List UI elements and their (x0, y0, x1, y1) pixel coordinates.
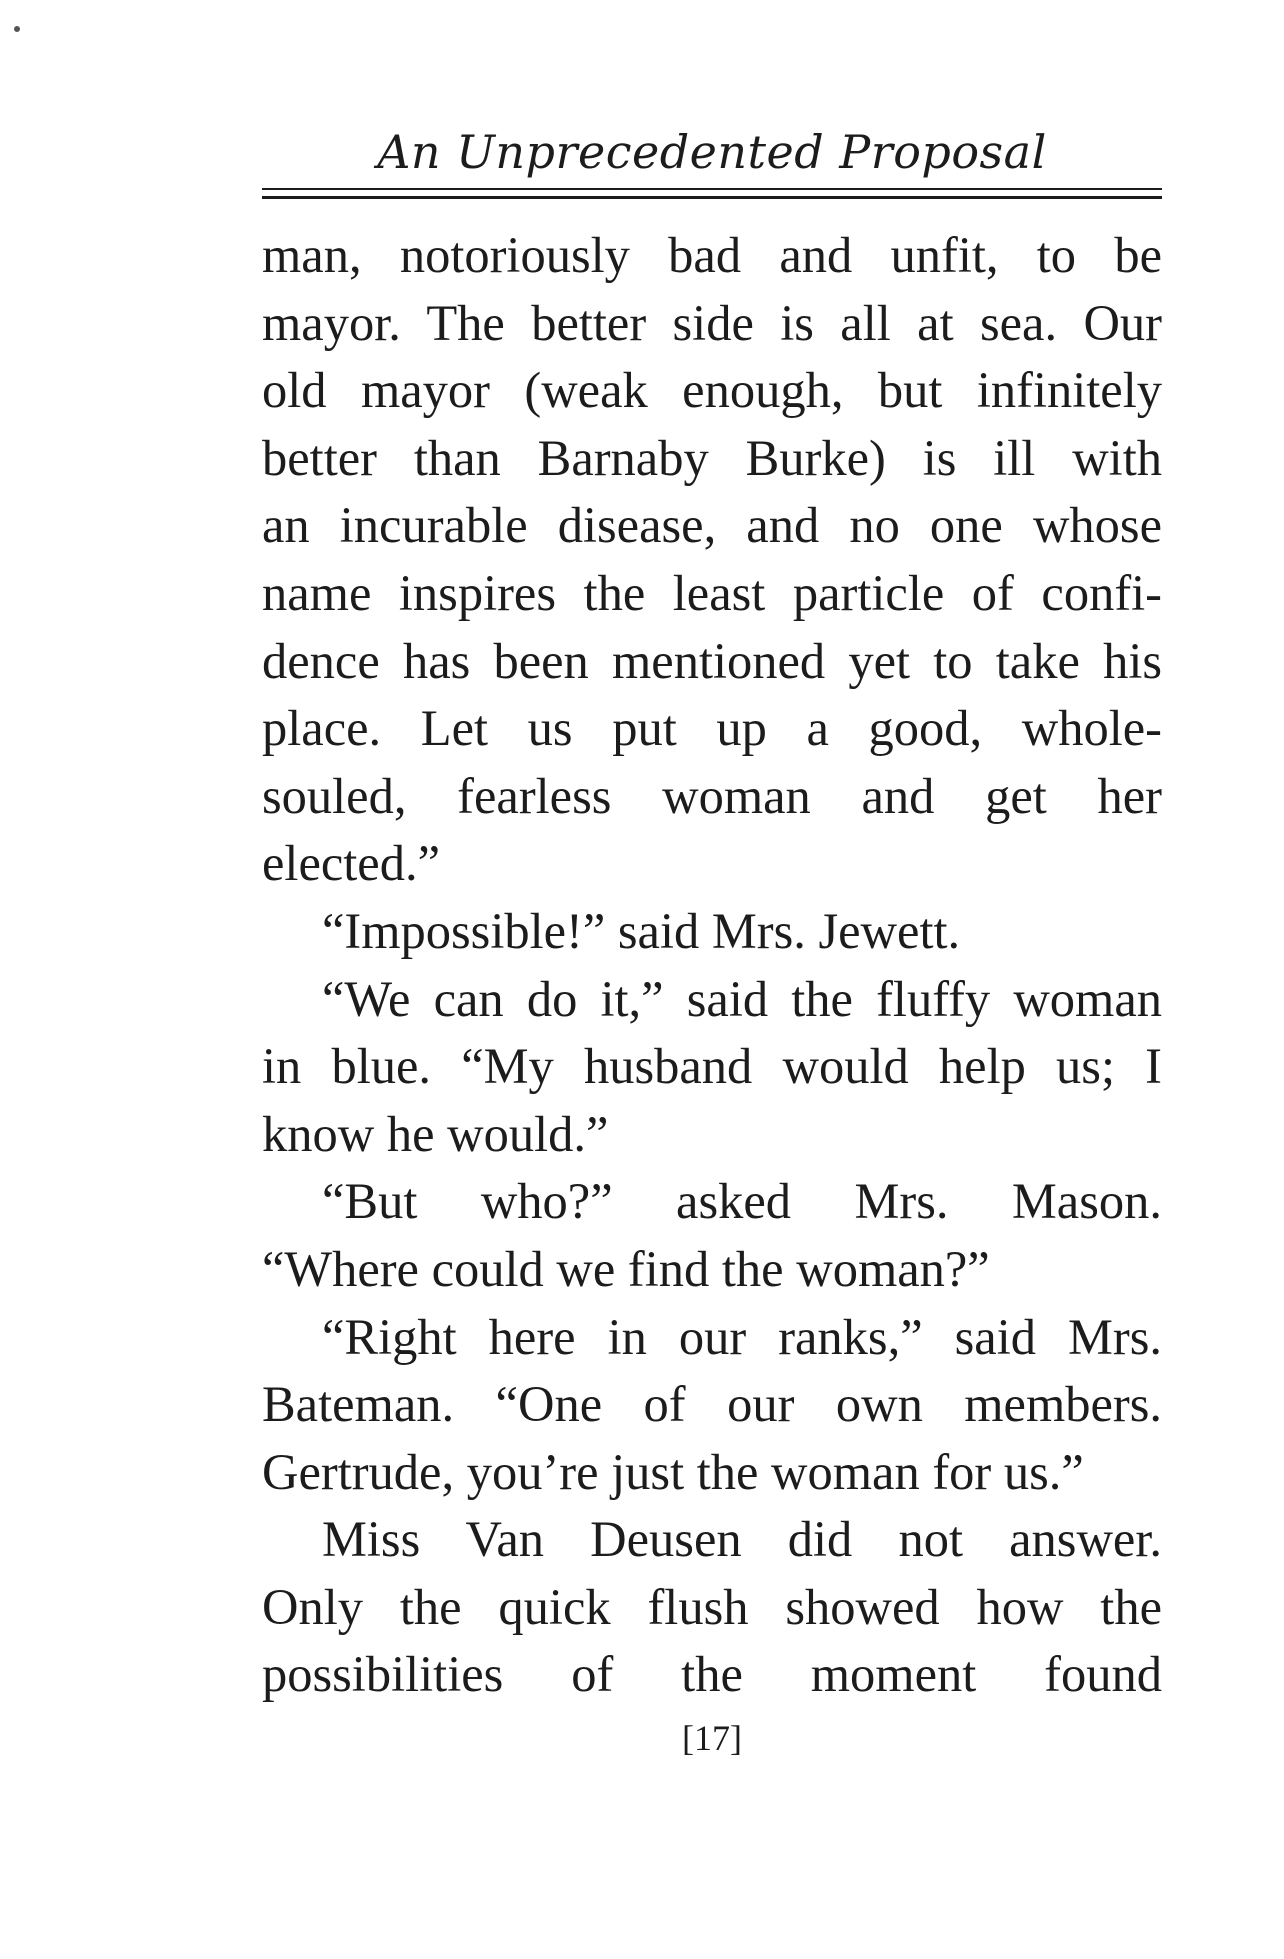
text-line: souled, fearless woman and get her (262, 767, 1162, 824)
text-line: Gertrude, you’re just the woman for us.” (262, 1443, 1084, 1500)
text-line: man, notoriously bad and unfit, to be (262, 227, 1162, 283)
header-rule-thin (262, 188, 1162, 190)
text-line: Only the quick flush showed how the (262, 1578, 1162, 1635)
text-line: place. Let us put up a good, whole- (262, 700, 1162, 757)
text-line: know he would.” (262, 1105, 609, 1162)
text-line: mayor. The better side is all at sea. Our (262, 294, 1162, 351)
text-line: “Right here in our ranks,” said Mrs. (322, 1308, 1162, 1365)
text-line: an incurable disease, and no one whose (262, 497, 1162, 554)
text-line: Bateman. “One of our own members. (262, 1376, 1162, 1433)
text-line: “We can do it,” said the fluffy woman (322, 970, 1162, 1027)
text-line: old mayor (weak enough, but infinitely (262, 362, 1162, 419)
text-line: Miss Van Deusen did not answer. (322, 1511, 1162, 1568)
text-line: “Where could we find the woman?” (262, 1240, 990, 1297)
running-title: An Unprecedented Proposal (377, 125, 1047, 179)
text-line: “But who?” asked Mrs. Mason. (322, 1173, 1162, 1230)
text-line: name inspires the least particle of confi- (262, 564, 1162, 621)
text-line: in blue. “My husband would help us; I (262, 1038, 1162, 1095)
page-number: [17] (682, 1718, 742, 1758)
text-line: elected.” (262, 835, 441, 892)
text-line: dence has been mentioned yet to take his (262, 632, 1162, 689)
body-text (262, 222, 1162, 1709)
ink-speck (14, 26, 20, 32)
text-line: better than Barnaby Burke) is ill with (262, 429, 1162, 486)
header-rule-thick (262, 196, 1162, 199)
text-line: possibilities of the moment found (262, 1646, 1162, 1703)
text-line: “Impossible!” said Mrs. Jewett. (322, 902, 961, 959)
